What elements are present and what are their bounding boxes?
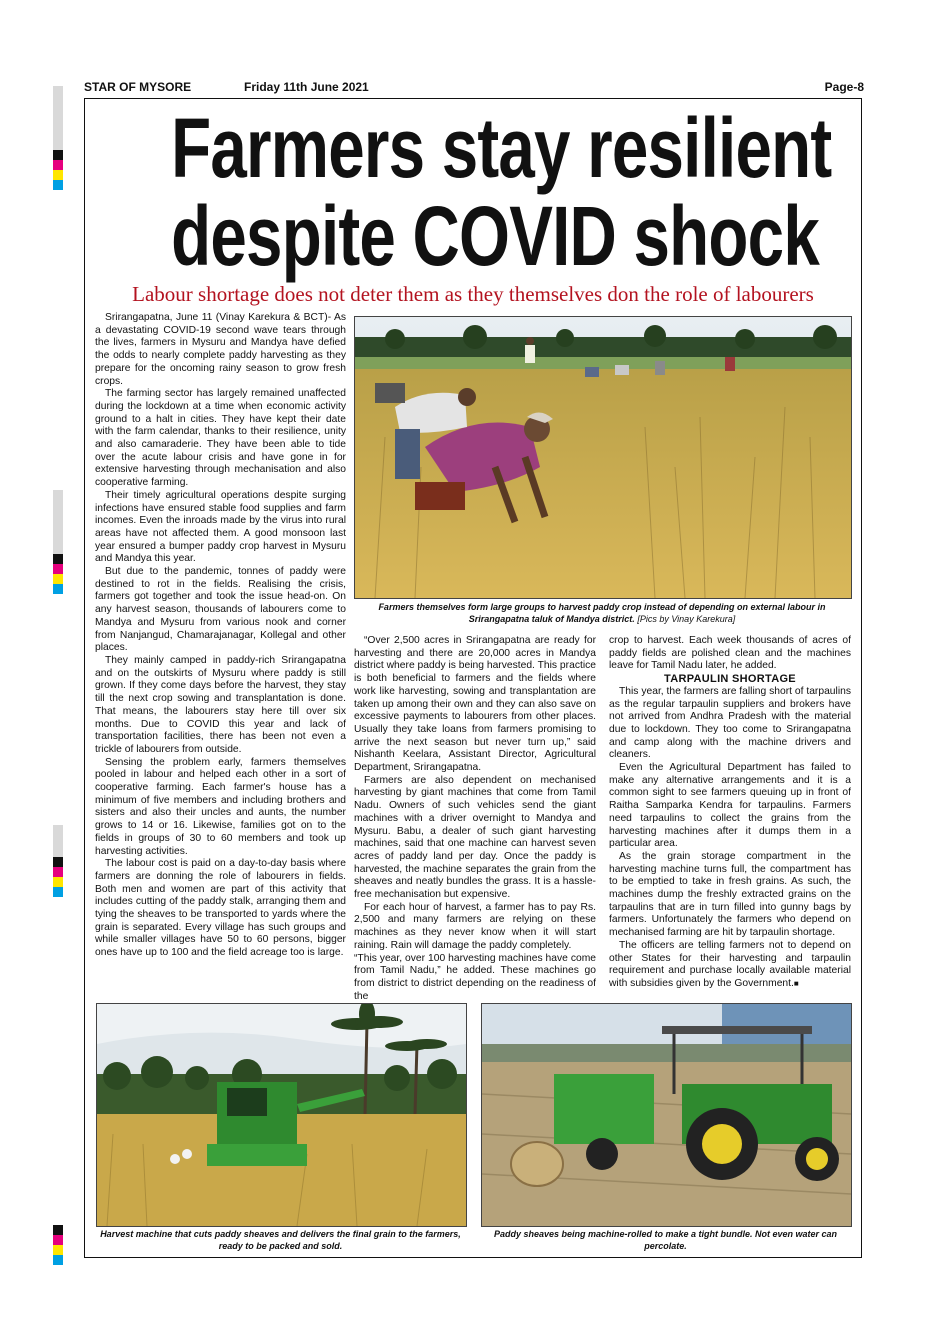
- photo-credit: [Pics by Vinay Karekura]: [637, 614, 736, 624]
- photo-farmers-harvesting: [354, 316, 852, 599]
- registration-mark: [53, 1225, 63, 1265]
- headline: [171, 101, 832, 283]
- paragraph: Their timely agricultural operations despite surging infections have ensured stable food supplies and farm incomes. Even the inroads made by the virus into rural areas have not affected them. A good monsoon last year ensured a bumper paddy crop harvest in Mysuru and Mandya this year.: [95, 489, 346, 565]
- registration-mark: [53, 86, 63, 190]
- paragraph: As the grain storage compartment in the harvesting machine turns full, the compartment has to be emptied to take in fresh grains. As such, the machines dump the freshly extracted grains on the tarpaulins that are in turn filled into gunny bags by farmers. Unfortunately the farmers who depend on mechanised farming are hit by tarpaulin shortage.: [609, 850, 851, 939]
- masthead: [84, 80, 864, 96]
- caption-top-photo: [354, 601, 850, 625]
- paragraph: They mainly camped in paddy-rich Srirangapatna and on the outskirts of Mysuru where paddy is still grown. If they come days before the harvest, they stay till the next crop sowing and transplantation is done. That means, the labourers stay here till over six months. Due to COVID this year and lack of transportation facilities, there has been not even a trickle of labourers from outside.: [95, 654, 346, 755]
- paragraph: [609, 940, 851, 991]
- subhead: TARPAULIN SHORTAGE: [664, 673, 796, 686]
- paragraph: For each hour of harvest, a farmer has to pay Rs. 2,500 and many farmers are relying on these machines as they never know when it will start raining. Rain will damage the paddy completely.: [354, 901, 596, 951]
- paragraph: “This year, over 100 harvesting machines have come from Tamil Nadu,” he added. These machines go from district to district depending on the readiness of the: [354, 952, 596, 1002]
- article-column-3: [609, 635, 851, 991]
- paragraph: The labour cost is paid on a day-to-day basis where farmers are donning the role of labourers in fields. Both men and women are part of this activity that includes cutting of the paddy stalk, arranging them and tying the sheaves to be transported to yards where the grain is separated. Every village has such groups and while smaller villages have 50 to 60 persons, bigger ones have up to 100 and the field acreage too is large.: [95, 858, 346, 959]
- headline-line-1: Farmers stay resilient: [171, 101, 832, 195]
- issue-date: Friday 11th June 2021: [244, 80, 369, 94]
- end-mark: ■: [793, 978, 799, 988]
- paragraph: The farming sector has largely remained unaffected during the lockdown at a time when economic activity ground to a halt in cities. They have kept their date with the farm calendar, thanks to their resilience, unity and also camaraderie. They have been able to tide over the acute labour crisis and have gone in for extensive harvesting through mechanisation and also cooperative farming.: [95, 388, 346, 489]
- paragraph: “Over 2,500 acres in Srirangapatna are ready for harvesting and there are 20,000 acres in Mandya district where paddy is being harvested. This practice is both beneficial to farmers and the fields where work like harvesting, sowing and transplantation are taken up among their own and they can also save on excessive payments to labourers from other places. Usually they take loans from farmers promising to arrive the next season but never turn up,” said Nishanth Keelara, Assistant Director, Agricultural Department, Srirangapatna.: [354, 635, 596, 774]
- paragraph: This year, the farmers are falling short of tarpaulins as the regular tarpaulin suppliers and brokers have not arrived from Andhra Pradesh with the material due to lockdown. They too come to Srirangapatna and camp along with the machine drivers and cleaners.: [609, 685, 851, 761]
- article-column-2: [354, 635, 596, 1003]
- paragraph: But due to the pandemic, tonnes of paddy were destined to rot in the fields. Realising the crisis, farmers got together and took the issue head-on. On any harvest season, thousands of labourers come to Mandya and Mysuru from various nook and corner from Nanjangud, Chamarajanagar, Kollegal and other places.: [95, 566, 346, 654]
- paragraph: Sensing the problem early, farmers themselves pooled in labour and helped each other in a sort of cooperative farming. Each farmer's house has a minimum of five members and including brothers and sisters and also their uncles and aunts, the number grows to 14 or 16. Likewise, families got on to the fields in groups of 30 to 60 members and took up harvesting activities.: [95, 756, 346, 857]
- registration-mark: [53, 825, 63, 897]
- caption-bottom-right: Paddy sheaves being machine-rolled to make a tight bundle. Not even water can percolate.: [493, 1229, 838, 1251]
- caption-text: Farmers themselves form large groups to harvest paddy crop instead of depending on external labour in Srirangapatna taluk of Mandya district.: [378, 602, 826, 624]
- photo-paddy-baler: [481, 1003, 852, 1227]
- headline-line-2: despite COVID shock: [171, 189, 819, 283]
- paragraph: Farmers are also dependent on mechanised harvesting by giant machines that come from Tamil Nadu. Owners of such vehicles send the giant machines with a driver overnight to Mandya and Mysuru. Babu, a dealer of such giant harvesting machines, said that one machine can harvest seven acres of paddy land per day. Once the paddy is harvested, the machine separates the grain from the sheaves and neatly bundles the grass. It is a hassle-free mechanisation but expensive.: [354, 774, 596, 901]
- caption-bottom-left: Harvest machine that cuts paddy sheaves and delivers the final grain to the farmers, ready to be packed and sold.: [100, 1229, 461, 1251]
- paragraph: crop to harvest. Each week thousands of acres of paddy fields are polished clean and the machines leave for Tamil Nadu later, he added.: [609, 635, 851, 672]
- page-number: Page-8: [824, 80, 864, 94]
- kicker: Labour shortage does not deter them as they themselves don the role of labourers: [132, 282, 814, 306]
- article-column-1: [95, 312, 346, 960]
- paragraph: Even the Agricultural Department has failed to make any alternative arrangements and it is a common sight to see farmers queuing up in front of Raitha Samparka Kendra for tarpaulins. Farmers need tarpaulins to collect the grains from the harvesting machines after it dumps them in a particular area.: [609, 762, 851, 850]
- photo-harvest-machine: [96, 1003, 467, 1227]
- paragraph: Srirangapatna, June 11 (Vinay Karekura & BCT)- As a devastating COVID-19 second wave tears through the lives, farmers in Mysuru and Mandya have defied the odds to nearly complete paddy harvesting as they prepare for the oncoming rainy season to grow fresh crops.: [95, 312, 346, 387]
- paper-name: STAR OF MYSORE: [84, 80, 192, 94]
- registration-mark: [53, 490, 63, 594]
- paragraph-text: The officers are telling farmers not to depend on other States for their harvesting and tarpaulin requirement and purchase locally available material with subsidies given by the Government.: [609, 939, 851, 989]
